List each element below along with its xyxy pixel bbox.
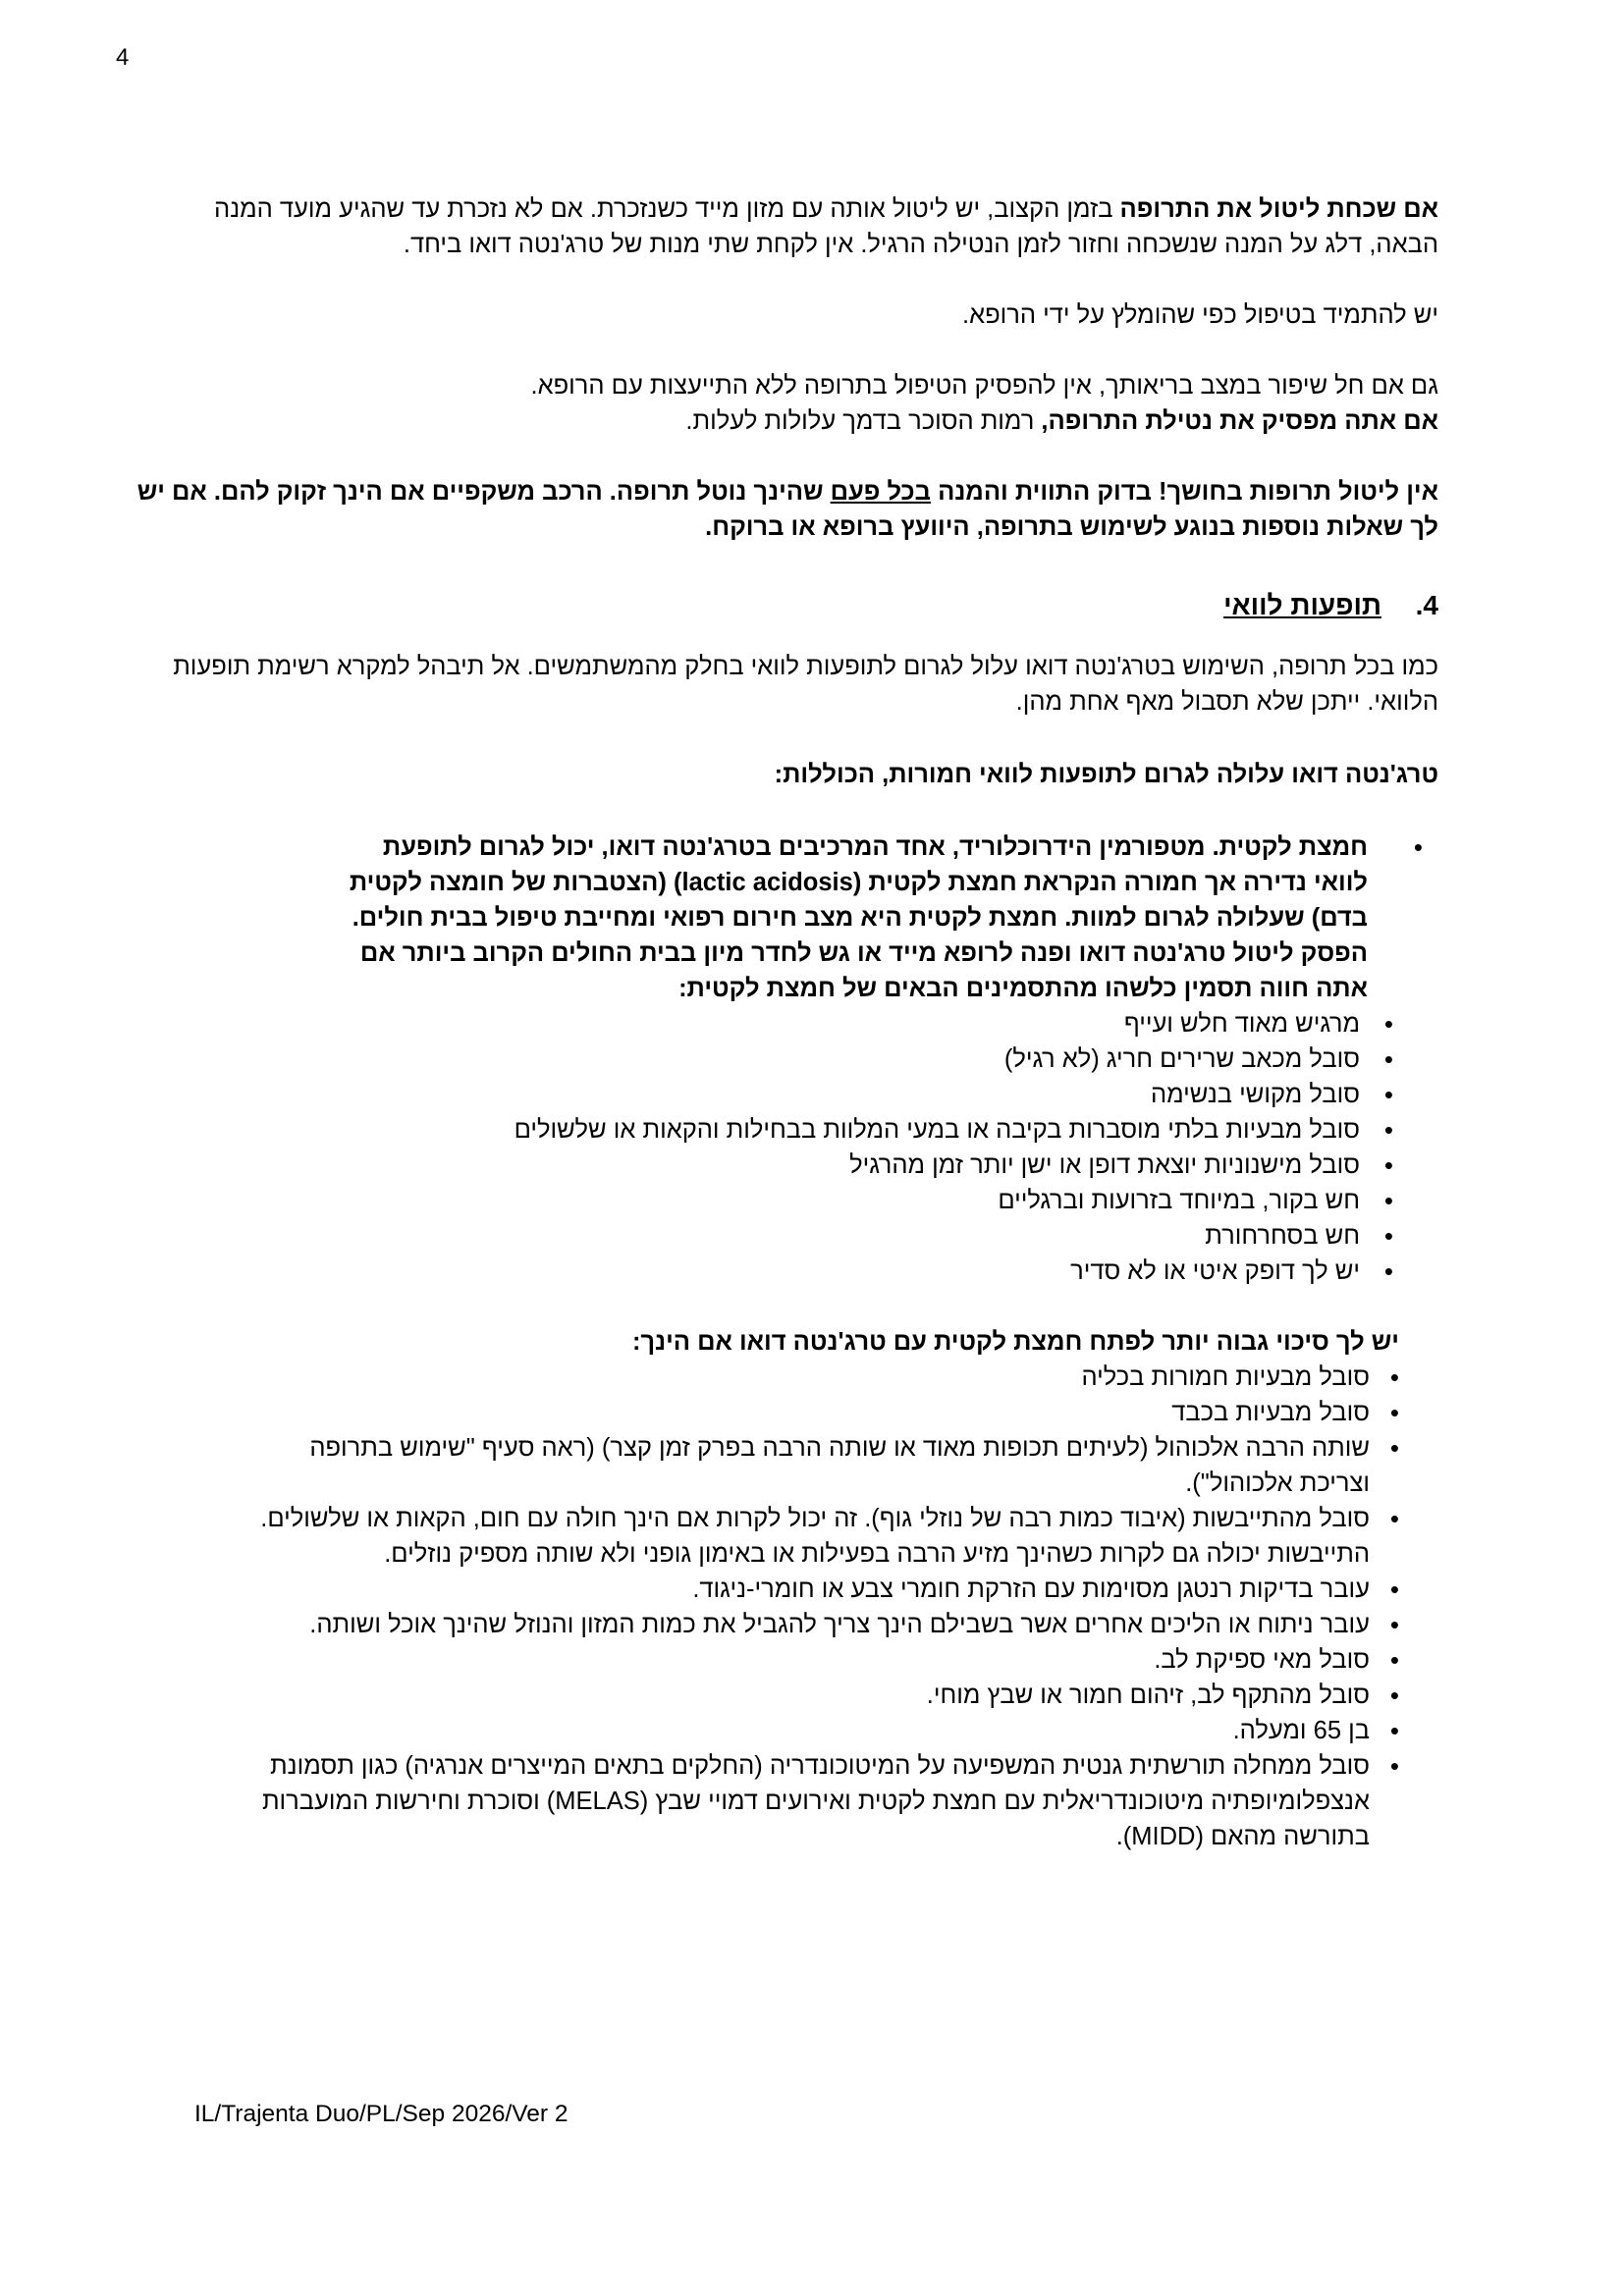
missed-dose-bold: אם שכחת ליטול את התרופה [1119,195,1438,223]
list-item: • סובל מבעיות חמורות בכליה [157,1360,1438,1395]
list-item: • מרגיש מאוד חלש ועייף [339,1006,1438,1041]
list-item: • עובר בדיקות רנטגן מסוימות עם הזרקת חומרי צבע או חומרי-ניגוד. [157,1572,1438,1607]
stop-treatment-text: רמות הסוכר בדמך עלולות לעלות. [685,407,1042,435]
dark-warning-part1: אין ליטול תרופות בחושך! בדוק התווית והמנה [931,478,1438,506]
list-item: • חש בסחרחורת [339,1218,1438,1254]
section-number: 4. [1415,590,1438,620]
list-item: • עובר ניתוח או הליכים אחרים אשר בשבילם הינך צריך להגביל את כמות המזון והנוזל שהינך אוכל ושותה. [157,1607,1438,1642]
dark-warning-paragraph [118,474,1438,545]
list-item: • סובל מהתקף לב, זיהום חמור או שבץ מוחי. [157,1678,1438,1713]
page-number: 4 [116,44,130,71]
risk-factors-heading: יש לך סיכוי גבוה יותר לפתח חמצת לקטית עם טרג'נטה דואו אם הינך: [631,1328,1399,1356]
lactic-symptoms-list [339,1006,1438,1289]
list-item: • שותה הרבה אלכוהול (לעיתים תכופות מאוד או שותה הרבה בפרק זמן קצר) (ראה סעיף "שימוש בתרופה וצריכת אלכוהול"). [157,1430,1438,1501]
dark-warning-part2: שהינך נוטל תרופה. הרכב משקפיים אם הינך זקוק להם. אם יש לך שאלות נוספות בנוגע לשימוש בתרופה, היוועץ ברופא או ברוקח. [136,478,1438,541]
stop-treatment-warning [157,403,1438,439]
missed-dose-paragraph [157,191,1438,262]
stop-treatment-bold: אם אתה מפסיק את נטילת התרופה, [1041,407,1438,435]
lactic-acidosis-description: • חמצת לקטית. מטפורמין הידרוכלוריד, אחד המרכיבים בטרג'נטה דואו, יכול לגרום לתופעת לוואי נדירה אך חמורה הנקראת חמצת לקטית (lactic acidosis) (הצטברות של חומצה לקטית בדם) שעלולה לגרום למוות. חמצת לקטית היא מצב חירום רפואי ומחייבת טיפול בבית חולים. [349,833,1368,932]
list-item: • בן 65 ומעלה. [157,1713,1438,1748]
continue-treatment-paragraph: יש להתמיד בטיפול כפי שהומלץ על ידי הרופא. [962,301,1438,329]
section-heading [157,588,1438,623]
list-item: • חש בקור, במיוחד בזרועות וברגליים [339,1183,1438,1218]
section-title: תופעות לוואי [1223,590,1381,620]
list-item: • יש לך דופק איטי או לא סדיר [339,1254,1438,1289]
serious-effects-list [157,829,1438,1289]
footer-doc-id: IL/Trajenta Duo/PL/Sep 2026/Ver 2 [194,2101,568,2127]
list-item: • סובל מבעיות בכבד [157,1395,1438,1430]
risk-factors-list [157,1360,1438,1854]
stop-treatment-line: גם אם חל שיפור במצב בריאותך, אין להפסיק הטיפול בתרופה ללא התייעצות עם הרופא. [530,372,1438,400]
serious-effects-heading: טרג'נטה דואו עלולה לגרום לתופעות לוואי חמורות, הכוללות: [774,761,1438,788]
leaflet-content [136,191,1438,1854]
lactic-acidosis-item [157,829,1438,1289]
list-item: • סובל מאי ספיקת לב. [157,1642,1438,1678]
list-item: • סובל ממחלה תורשתית גנטית המשפיעה על המיטוכונדריה (החלקים בתאים המייצרים אנרגיה) כגון תסמונת אנצפלומיופתיה מיטוכונדריאלית עם חמצת לקטית ואירועים דמויי שבץ (MELAS) וסוכרת וחירשות המועברות בתורשה מהאם (MIDD). [157,1748,1438,1854]
list-item: • סובל מישנוניות יוצאת דופן או ישן יותר זמן מהרגיל [339,1148,1438,1183]
list-item: • סובל מכאב שרירים חריג (לא רגיל) [339,1041,1438,1077]
list-item: • סובל מקושי בנשימה [339,1077,1438,1112]
lactic-acidosis-instruction: הפסק ליטול טרג'נטה דואו ופנה לרופא מייד או גש לחדר מיון בבית החולים הקרוב ביותר אם אתה חווה תסמין כלשהו מהתסמינים הבאים של חמצת לקטית: [359,939,1368,1002]
list-item: • סובל מבעיות בלתי מוסברות בקיבה או במעי המלוות בבחילות והקאות או שלשולים [339,1112,1438,1148]
missed-dose-text: בזמן הקצוב, יש ליטול אותה עם מזון מייד כשנזכרת. אם לא נזכרת עד שהגיע מועד המנה הבאה, דלג על המנה שנשכחה וחזור לזמן הנטילה הרגיל. אין לקחת שתי מנות של טרג'נטה דואו ביחד. [214,195,1438,258]
dark-warning-underlined: בכל פעם [830,478,931,506]
list-item: • סובל מהתייבשות (איבוד כמות רבה של נוזלי גוף). זה יכול לקרות אם הינך חולה עם חום, הקאות או שלשולים. התייבשות יכולה גם לקרות כשהינך מזיע הרבה בפעילות או באימון גופני ולא שותה מספיק נוזלים. [157,1501,1438,1572]
side-effects-intro: כמו בכל תרופה, השימוש בטרג'נטה דואו עלול לגרום לתופעות לוואי בחלק מהמשתמשים. אל תיבהל למקרא רשימת תופעות הלוואי. ייתכן שלא תסבול מאף אחת מהן. [173,653,1438,716]
